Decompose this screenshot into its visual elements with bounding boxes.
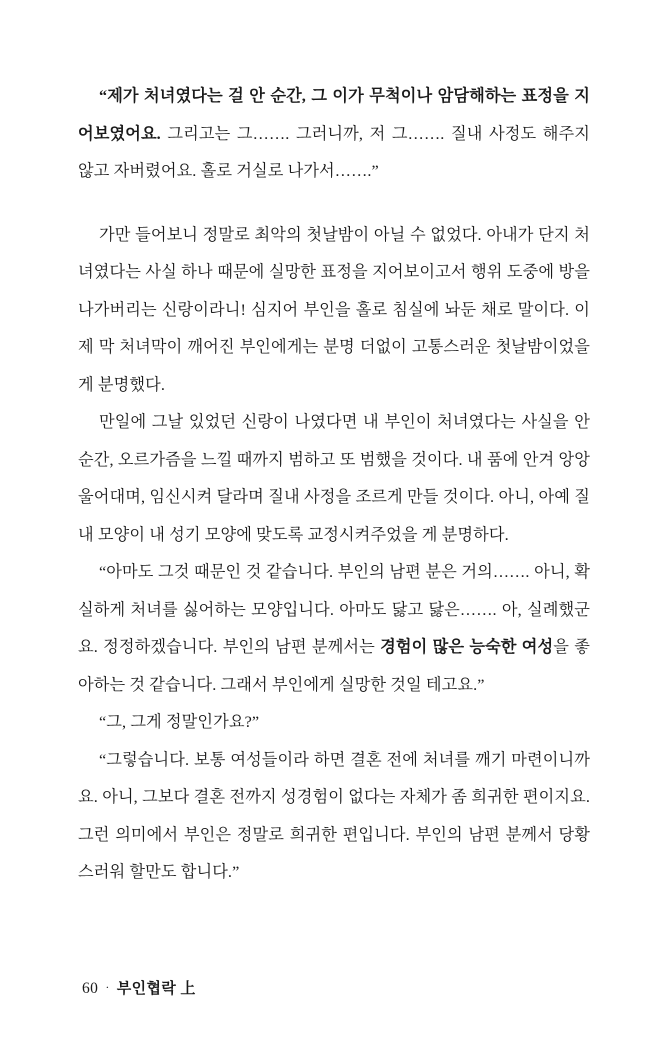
paragraph-segment-bold: 경험이 많은 능숙한 여성: [380, 638, 554, 656]
paragraph-dialogue-3: [78, 704, 590, 742]
page-number: 60: [82, 980, 99, 997]
paragraph-dialogue-1: [78, 78, 590, 191]
paragraph-segment: 그리고는 그……. 그러니까, 저 그……. 질내 사정도 해주지 않고 자버렸어요. 홀로 거실로 나가서…….”: [78, 124, 590, 180]
footer-separator: ·: [105, 980, 110, 994]
paragraph-segment: 만일에 그날 있었던 신랑이 나였다면 내 부인이 처녀였다는 사실을 안 순간, 오르가즘을 느낄 때까지 범하고 또 범했을 것이다. 내 품에 안겨 앙앙 울어대며, 임신시켜 달라며 질내 사정을 조르게 만들 것이다. 아니, 아예 질내 모양이 내 성기 모양에 맞도록 교정시켜주었을 게 분명하다.: [78, 413, 590, 544]
paragraph-segment: 가만 들어보니 정말로 최악의 첫날밤이 아닐 수 없었다. 아내가 단지 처녀였다는 사실 하나 때문에 실망한 표정을 지어보이고서 행위 도중에 방을 나가버리는 신랑이라니! 심지어 부인을 홀로 침실에 놔둔 채로 말이다. 이제 막 처녀막이 깨어진 부인에게는 분명 더없이 고통스러운 첫날밤이었을 게 분명했다.: [78, 225, 590, 394]
paragraph-dialogue-4: [78, 742, 590, 892]
paragraph-narration-2: [78, 404, 590, 554]
book-title: 부인협락 上: [116, 981, 196, 997]
paragraph-dialogue-2: [78, 554, 590, 704]
page-footer: [82, 977, 196, 998]
paragraph-segment: “그, 그게 정말인가요?”: [99, 713, 260, 731]
paragraph-segment: “그렇습니다. 보통 여성들이라 하면 결혼 전에 처녀를 깨기 마련이니까요. 아니, 그보다 결혼 전까지 성경험이 없다는 자체가 좀 희귀한 편이지요. 그런 의미에서 부인은 정말로 희귀한 편입니다. 부인의 남편 분께서 당황스러워 할만도 합니다.”: [78, 750, 590, 881]
paragraph-segment: “아마도 그것 때문인 것 같습니다. 부인의 남편 분은 거의……. 아니, 확실하게 처녀를 싫어하는 모양입니다. 아마도 닳고 닳은……. 아, 실례했군요. 정정하겠습니다. 부인의 남편 분께서는: [78, 563, 590, 656]
paragraph-segment-bold: “제가 처녀였다는 걸 안 순간, 그 이가 무척이나 암담해하는 표정을 지어보였어요.: [78, 87, 590, 143]
paragraph-narration-1: [78, 217, 590, 405]
page-body: [78, 78, 590, 892]
paragraph-segment: 을 좋아하는 것 같습니다. 그래서 부인에게 실망한 것일 테고요.”: [78, 638, 591, 694]
